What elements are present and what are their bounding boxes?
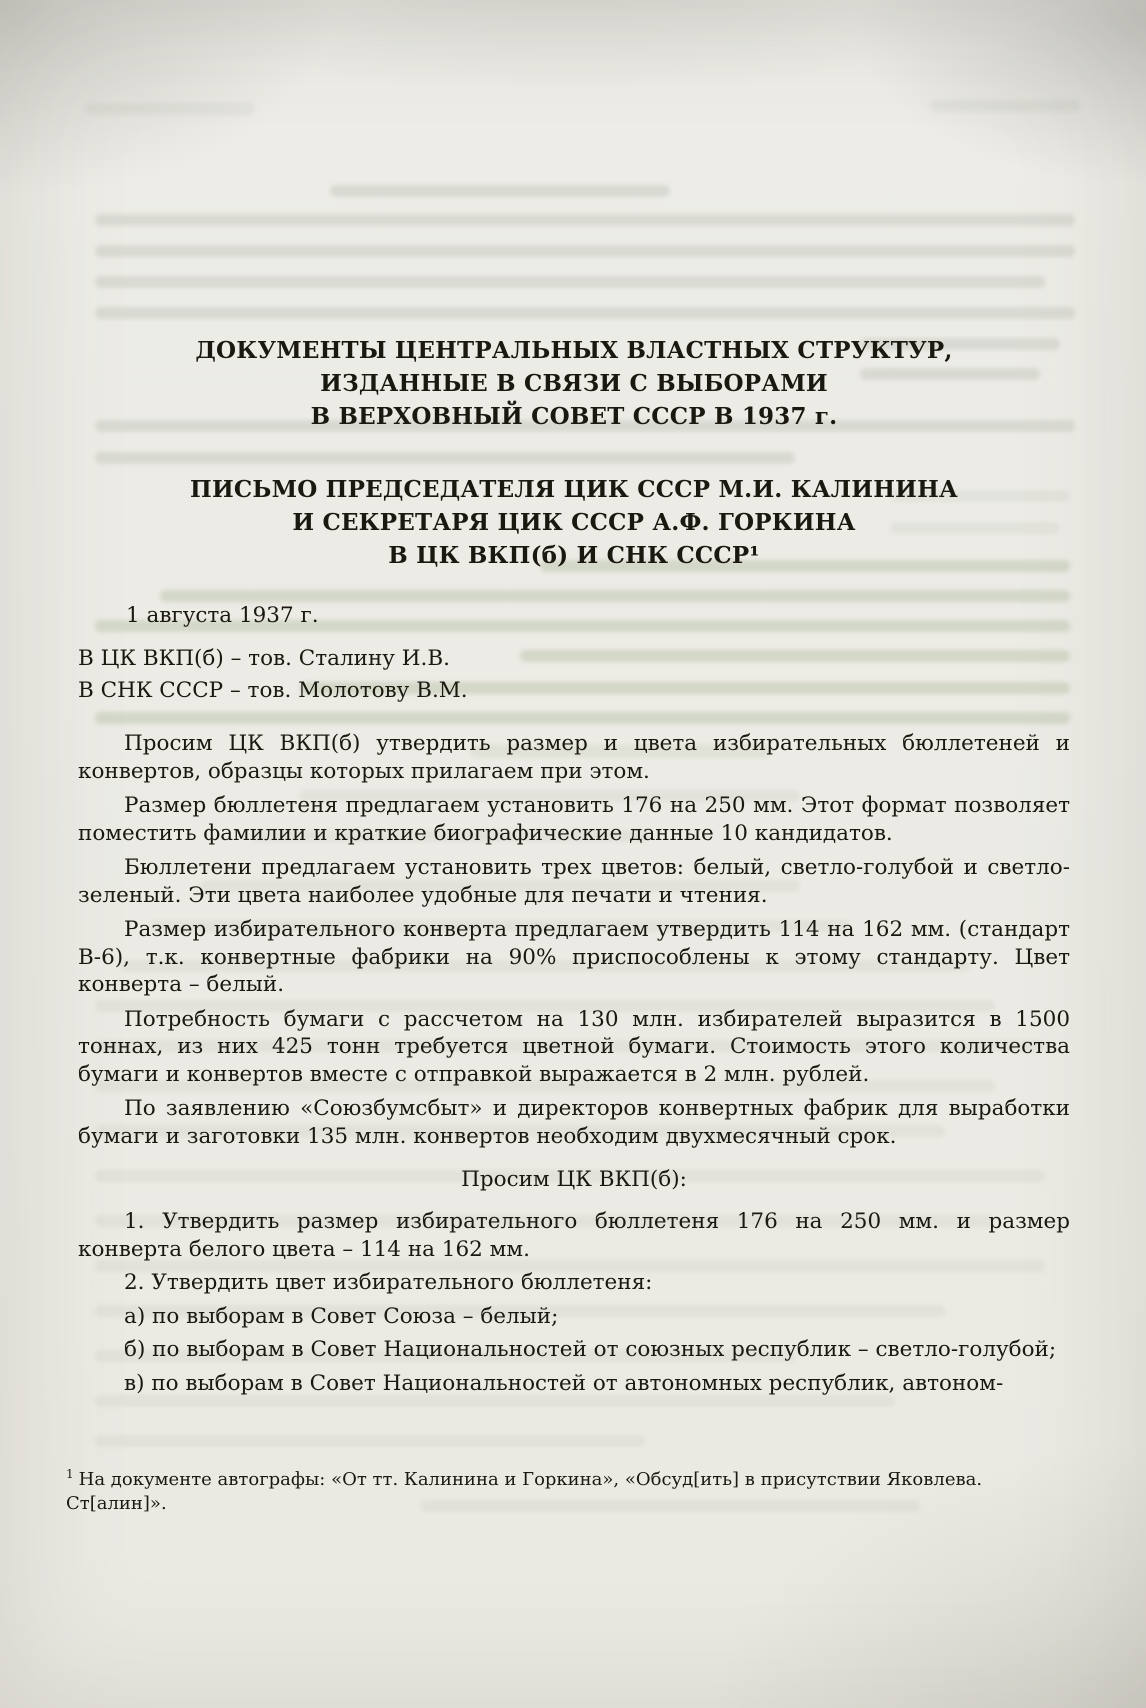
letter-title-line: ПИСЬМО ПРЕДСЕДАТЕЛЯ ЦИК СССР М.И. КАЛИНИНА <box>190 476 958 503</box>
footnote-marker: 1 <box>66 1467 74 1481</box>
bleed-line <box>85 103 255 115</box>
list-item: 2. Утвердить цвет избирательного бюллетеня: <box>124 1270 653 1295</box>
list-item: в) по выборам в Совет Национальностей от автономных республик, автоном- <box>124 1370 1004 1396</box>
paragraph: Просим ЦК ВКП(б) утвердить размер и цвета избирательных бюллетеней и конвертов, образцы которых прилагаем при этом. <box>78 731 1070 784</box>
footnote <box>66 1462 1076 1516</box>
bleed-line <box>95 307 1075 319</box>
paragraph: Размер бюллетеня предлагаем установить 176 на 250 мм. Этот формат позволяет поместить фамилии и краткие биографические данные 10 кандидатов. <box>78 793 1070 846</box>
letter-body <box>78 730 1070 1150</box>
request-heading: Просим ЦК ВКП(б): <box>461 1167 687 1192</box>
addressee-line: В ЦК ВКП(б) – тов. Сталину И.В. <box>78 646 450 671</box>
bleed-line <box>95 245 1075 257</box>
letter-title-line: В ЦК ВКП(б) И СНК СССР¹ <box>388 542 760 569</box>
document-date: 1 августа 1937 г. <box>126 603 319 628</box>
bleed-line <box>95 214 1075 226</box>
list-item: б) по выборам в Совет Национальностей от союзных республик – светло-голубой; <box>124 1337 1057 1362</box>
paragraph: По заявлению «Союзбумсбыт» и директоров конвертных фабрик для выработки бумаги и заготовки 135 млн. конвертов необходим двухмесячный срок. <box>78 1096 1070 1149</box>
section-title-line: ИЗДАННЫЕ В СВЯЗИ С ВЫБОРАМИ <box>320 370 828 397</box>
paragraph: Бюллетени предлагаем установить трех цветов: белый, светло-голубой и светло-зеленый. Эти цвета наиболее удобные для печати и чтения. <box>78 855 1070 908</box>
letter-title-line: И СЕКРЕТАРЯ ЦИК СССР А.Ф. ГОРКИНА <box>292 509 856 536</box>
request-items <box>78 1208 1070 1397</box>
bleed-line <box>930 100 1080 112</box>
footnote-text: На документе автографы: «От тт. Калинина и Горкина», «Обсуд[ить] в присутствии Яковлева. Ст[алин]». <box>66 1469 983 1514</box>
section-title-line: В ВЕРХОВНЫЙ СОВЕТ СССР В 1937 г. <box>310 403 838 430</box>
paragraph: Размер избирательного конверта предлагаем утвердить 114 на 162 мм. (стандарт В-6), т.к. конвертные фабрики на 90% приспособлены к этому стандарту. Цвет конверта – белый. <box>78 917 1070 997</box>
section-title <box>78 334 1070 433</box>
addressee-line: В СНК СССР – тов. Молотову В.М. <box>78 678 468 703</box>
page-content <box>78 334 1070 1403</box>
paragraph: Потребность бумаги с рассчетом на 130 млн. избирателей выразится в 1500 тоннах, из них 425 тонн требуется цветной бумаги. Стоимость этого количества бумаги и конвертов вместе с отправкой выражается в 2 млн. рублей. <box>78 1006 1070 1087</box>
section-title-line: ДОКУМЕНТЫ ЦЕНТРАЛЬНЫХ ВЛАСТНЫХ СТРУКТУР, <box>195 337 953 364</box>
bleed-line <box>95 1435 645 1447</box>
bleed-line <box>330 185 670 197</box>
list-item: 1. Утвердить размер избирательного бюллетеня 176 на 250 мм. и размер конверта белого цвета – 114 на 162 мм. <box>78 1209 1070 1262</box>
list-item: а) по выборам в Совет Союза – белый; <box>124 1303 559 1329</box>
bleed-line <box>95 276 1045 288</box>
letter-title <box>78 473 1070 572</box>
addressees <box>78 644 1070 706</box>
